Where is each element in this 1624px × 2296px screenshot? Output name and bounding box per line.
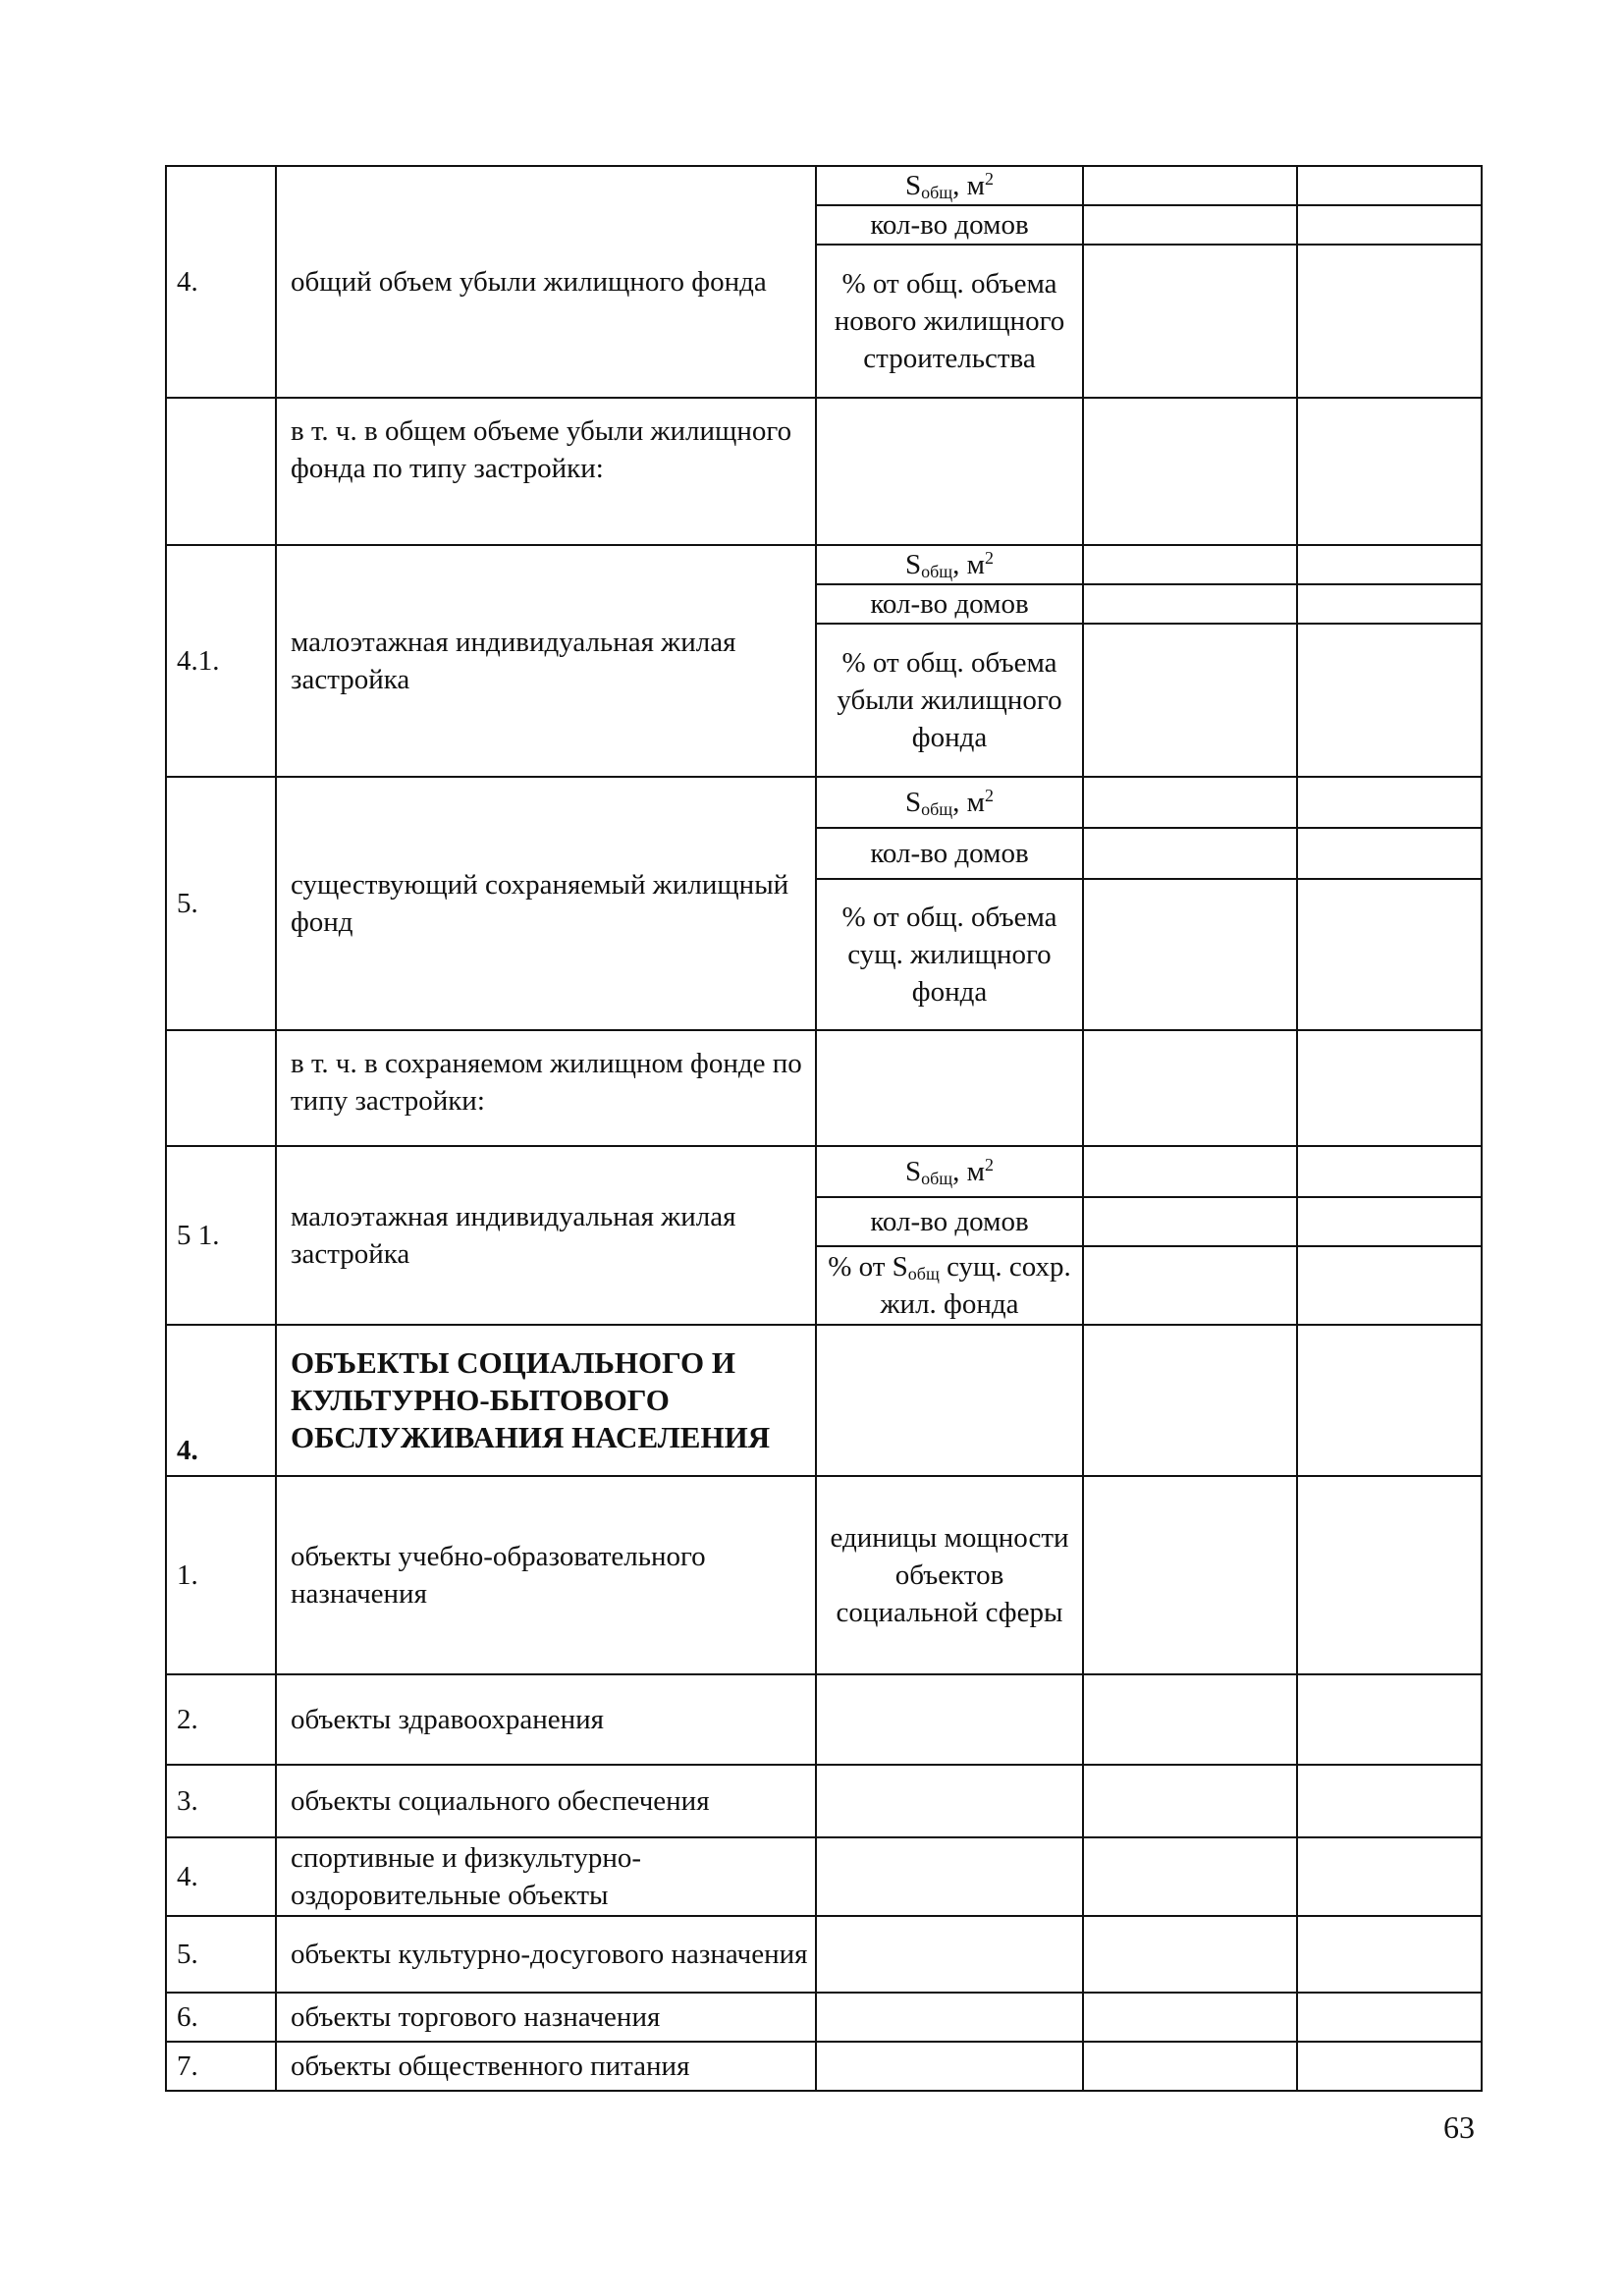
value-cell bbox=[1083, 879, 1297, 1030]
value-cell bbox=[1297, 624, 1482, 777]
row-number: 2. bbox=[166, 1674, 276, 1765]
value-cell bbox=[1297, 1197, 1482, 1246]
value-cell bbox=[1083, 777, 1297, 828]
value-cell bbox=[1083, 584, 1297, 624]
table-row bbox=[166, 166, 1482, 205]
value-cell bbox=[1297, 828, 1482, 879]
value-cell bbox=[1083, 1325, 1297, 1476]
unit-cell bbox=[816, 1674, 1083, 1765]
value-cell bbox=[1297, 584, 1482, 624]
value-cell bbox=[1297, 205, 1482, 245]
row-description: общий объем убыли жилищного фонда bbox=[276, 166, 816, 398]
row-number: 6. bbox=[166, 1993, 276, 2042]
value-cell bbox=[1083, 1993, 1297, 2042]
value-cell bbox=[1083, 1765, 1297, 1837]
section-number: 4. bbox=[166, 1325, 276, 1476]
value-cell bbox=[1297, 1030, 1482, 1146]
unit-cell bbox=[816, 1916, 1083, 1993]
row-description: в т. ч. в сохраняемом жилищном фонде по типу застройки: bbox=[276, 1030, 816, 1146]
value-cell bbox=[1083, 166, 1297, 205]
value-cell bbox=[1083, 828, 1297, 879]
unit-social: единицы мощности объектов социальной сферы bbox=[816, 1476, 1083, 1674]
table-row bbox=[166, 1765, 1482, 1837]
value-cell bbox=[1083, 1837, 1297, 1916]
value-cell bbox=[1083, 1476, 1297, 1674]
value-cell bbox=[1083, 624, 1297, 777]
table-row bbox=[166, 1993, 1482, 2042]
value-cell bbox=[1297, 2042, 1482, 2091]
row-description: объекты учебно-образовательного назначения bbox=[276, 1476, 816, 1674]
value-cell bbox=[1297, 545, 1482, 584]
value-cell bbox=[1083, 1197, 1297, 1246]
unit-houses: кол-во домов bbox=[816, 1197, 1083, 1246]
unit-cell bbox=[816, 2042, 1083, 2091]
unit-area: $S_{общ}$, $м^2$ bbox=[816, 545, 1083, 584]
row-description: малоэтажная индивидуальная жилая застройка bbox=[276, 1146, 816, 1325]
value-cell bbox=[1297, 1674, 1482, 1765]
table-row bbox=[166, 777, 1482, 828]
page-number: 63 bbox=[1443, 2109, 1475, 2145]
row-number: 5. bbox=[166, 777, 276, 1030]
row-number: 4. bbox=[166, 1837, 276, 1916]
value-cell bbox=[1297, 1476, 1482, 1674]
row-description: объекты общественного питания bbox=[276, 2042, 816, 2091]
value-cell bbox=[1297, 398, 1482, 545]
value-cell bbox=[1083, 1246, 1297, 1325]
row-number: 5. bbox=[166, 1916, 276, 1993]
value-cell bbox=[1083, 2042, 1297, 2091]
unit-cell bbox=[816, 1837, 1083, 1916]
section-title: ОБЪЕКТЫ СОЦИАЛЬНОГО И КУЛЬТУРНО-БЫТОВОГО ОБСЛУЖИВАНИЯ НАСЕЛЕНИЯ bbox=[276, 1325, 816, 1476]
value-cell bbox=[1297, 777, 1482, 828]
value-cell bbox=[1083, 398, 1297, 545]
unit-cell bbox=[816, 1765, 1083, 1837]
unit-cell bbox=[816, 1993, 1083, 2042]
value-cell bbox=[1083, 1030, 1297, 1146]
value-cell bbox=[1083, 245, 1297, 398]
value-cell bbox=[1297, 1837, 1482, 1916]
row-number: 1. bbox=[166, 1476, 276, 1674]
value-cell bbox=[1297, 1325, 1482, 1476]
indicators-table bbox=[165, 165, 1483, 2092]
row-number bbox=[166, 398, 276, 545]
unit-cell bbox=[816, 398, 1083, 545]
table-row bbox=[166, 1476, 1482, 1674]
row-description: существующий сохраняемый жилищный фонд bbox=[276, 777, 816, 1030]
table-row bbox=[166, 545, 1482, 584]
row-description: объекты торгового назначения bbox=[276, 1993, 816, 2042]
unit-cell bbox=[816, 1030, 1083, 1146]
value-cell bbox=[1297, 1146, 1482, 1197]
unit-houses: кол-во домов bbox=[816, 205, 1083, 245]
value-cell bbox=[1297, 245, 1482, 398]
value-cell bbox=[1297, 1765, 1482, 1837]
value-cell bbox=[1297, 166, 1482, 205]
row-description: объекты культурно-досугового назначения bbox=[276, 1916, 816, 1993]
row-description: малоэтажная индивидуальная жилая застройка bbox=[276, 545, 816, 777]
row-number: 5 1. bbox=[166, 1146, 276, 1325]
unit-percent: % от общ. объема убыли жилищного фонда bbox=[816, 624, 1083, 777]
row-number: 4.1. bbox=[166, 545, 276, 777]
value-cell bbox=[1083, 1916, 1297, 1993]
unit-area: $S_{общ}$, $м^2$ bbox=[816, 1146, 1083, 1197]
unit-houses: кол-во домов bbox=[816, 584, 1083, 624]
table-row bbox=[166, 1030, 1482, 1146]
unit-percent: % от общ. объема нового жилищного строительства bbox=[816, 245, 1083, 398]
value-cell bbox=[1297, 879, 1482, 1030]
table-row bbox=[166, 1837, 1482, 1916]
unit-cell bbox=[816, 1325, 1083, 1476]
value-cell bbox=[1083, 205, 1297, 245]
row-number: 7. bbox=[166, 2042, 276, 2091]
value-cell bbox=[1083, 545, 1297, 584]
row-number: 3. bbox=[166, 1765, 276, 1837]
value-cell bbox=[1297, 1246, 1482, 1325]
row-description: в т. ч. в общем объеме убыли жилищного фонда по типу застройки: bbox=[276, 398, 816, 545]
value-cell bbox=[1297, 1993, 1482, 2042]
table-row bbox=[166, 1674, 1482, 1765]
table-row bbox=[166, 398, 1482, 545]
row-description: объекты здравоохранения bbox=[276, 1674, 816, 1765]
value-cell bbox=[1083, 1146, 1297, 1197]
unit-percent: % от общ. объема сущ. жилищного фонда bbox=[816, 879, 1083, 1030]
value-cell bbox=[1297, 1916, 1482, 1993]
row-description: спортивные и физкультурно-оздоровительные объекты bbox=[276, 1837, 816, 1916]
unit-area: $S_{общ}$, $м^2$ bbox=[816, 777, 1083, 828]
row-number: 4. bbox=[166, 166, 276, 398]
unit-houses: кол-во домов bbox=[816, 828, 1083, 879]
table-row bbox=[166, 2042, 1482, 2091]
row-number bbox=[166, 1030, 276, 1146]
value-cell bbox=[1083, 1674, 1297, 1765]
table-row bbox=[166, 1916, 1482, 1993]
row-description: объекты социального обеспечения bbox=[276, 1765, 816, 1837]
unit-area: $S_{общ}$, $м^2$ bbox=[816, 166, 1083, 205]
table-row bbox=[166, 1146, 1482, 1197]
unit-percent: % от $S_{общ}$ сущ. сохр. жил. фонда bbox=[816, 1246, 1083, 1325]
table-row bbox=[166, 1325, 1482, 1476]
